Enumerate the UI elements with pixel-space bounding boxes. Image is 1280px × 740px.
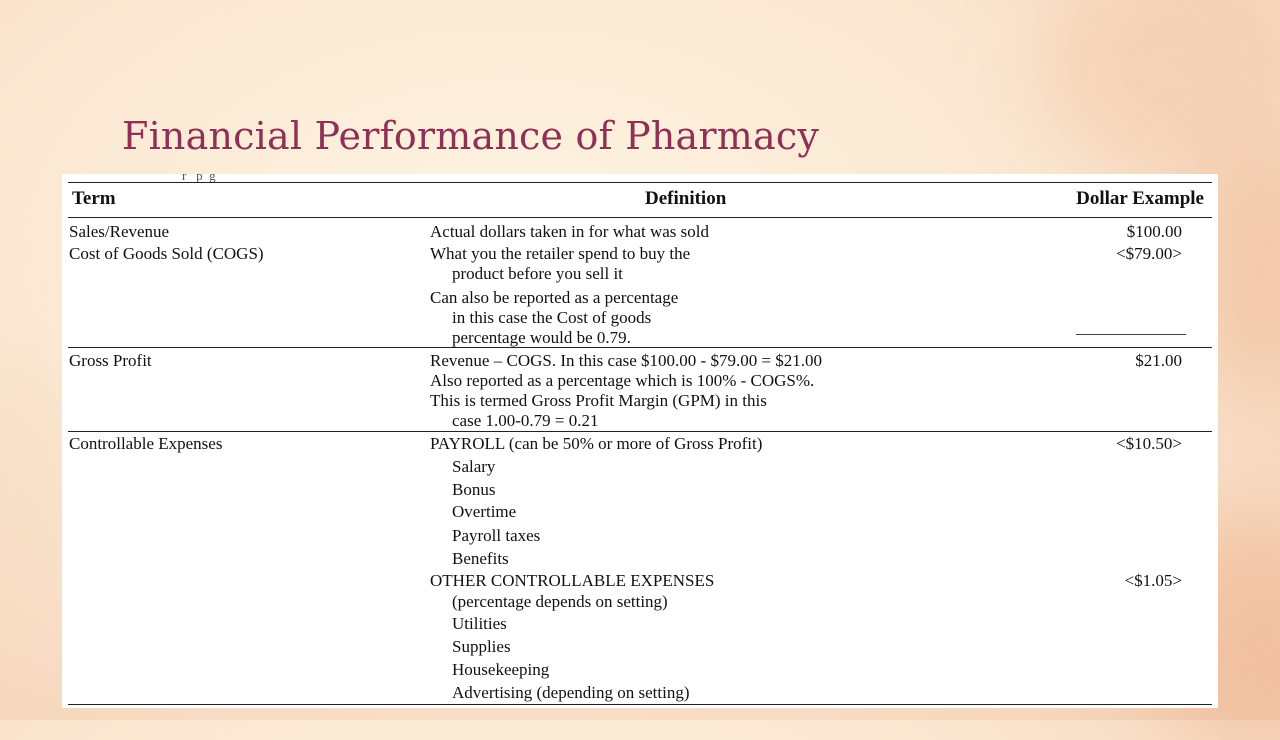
dollar-example: $100.00 bbox=[1126, 222, 1182, 241]
definition-line: Can also be reported as a percentage bbox=[430, 288, 679, 307]
definition-line: Revenue – COGS. In this case $100.00 - $79.00 = $21.00 bbox=[430, 351, 823, 370]
table-image bbox=[62, 174, 1218, 708]
table-top-rule bbox=[68, 182, 1212, 183]
definition-line: OTHER CONTROLLABLE EXPENSES bbox=[430, 571, 715, 590]
dollar-example: $21.00 bbox=[1135, 351, 1182, 370]
term-gross-profit: Gross Profit bbox=[69, 351, 152, 370]
definition-line: Housekeeping bbox=[452, 660, 550, 679]
row-rule bbox=[68, 347, 1212, 348]
term-cogs: Cost of Goods Sold (COGS) bbox=[69, 244, 264, 263]
definition-line: Overtime bbox=[452, 502, 517, 521]
definition-line: Salary bbox=[452, 457, 496, 476]
definition-line: Utilities bbox=[452, 614, 507, 633]
definition-line: Bonus bbox=[452, 480, 496, 499]
definition-line: Advertising (depending on setting) bbox=[452, 683, 690, 702]
dollar-example: <$1.05> bbox=[1124, 571, 1182, 590]
definition-line: (percentage depends on setting) bbox=[452, 592, 668, 611]
header-rule bbox=[68, 217, 1212, 218]
term-controllable-expenses: Controllable Expenses bbox=[69, 434, 223, 453]
definition-line: case 1.00-0.79 = 0.21 bbox=[452, 411, 599, 430]
dollar-example: <$10.50> bbox=[1116, 434, 1182, 453]
definition-line: Actual dollars taken in for what was sold bbox=[430, 222, 710, 241]
subtotal-rule bbox=[1076, 334, 1186, 335]
cropped-text-fragment: r p g bbox=[182, 174, 216, 183]
header-definition: Definition bbox=[645, 188, 727, 209]
definition-line: product before you sell it bbox=[452, 264, 623, 283]
definition-line: percentage would be 0.79. bbox=[452, 328, 631, 347]
dollar-example: <$79.00> bbox=[1116, 244, 1182, 263]
definition-line: Payroll taxes bbox=[452, 526, 541, 545]
row-rule bbox=[68, 431, 1212, 432]
slide-title: Financial Performance of Pharmacy bbox=[122, 114, 820, 158]
definition-line: Benefits bbox=[452, 549, 509, 568]
definition-line: Supplies bbox=[452, 637, 511, 656]
definition-line: Also reported as a percentage which is 100% - COGS%. bbox=[430, 371, 815, 390]
table-bottom-rule bbox=[68, 704, 1212, 705]
definition-line: PAYROLL (can be 50% or more of Gross Profit) bbox=[430, 434, 763, 453]
definition-line: in this case the Cost of goods bbox=[452, 308, 652, 327]
header-dollar-example: Dollar Example bbox=[1076, 188, 1204, 209]
definition-line: This is termed Gross Profit Margin (GPM) in this bbox=[430, 391, 767, 410]
term-sales-revenue: Sales/Revenue bbox=[69, 222, 170, 241]
header-term: Term bbox=[72, 188, 116, 209]
definition-line: What you the retailer spend to buy the bbox=[430, 244, 691, 263]
